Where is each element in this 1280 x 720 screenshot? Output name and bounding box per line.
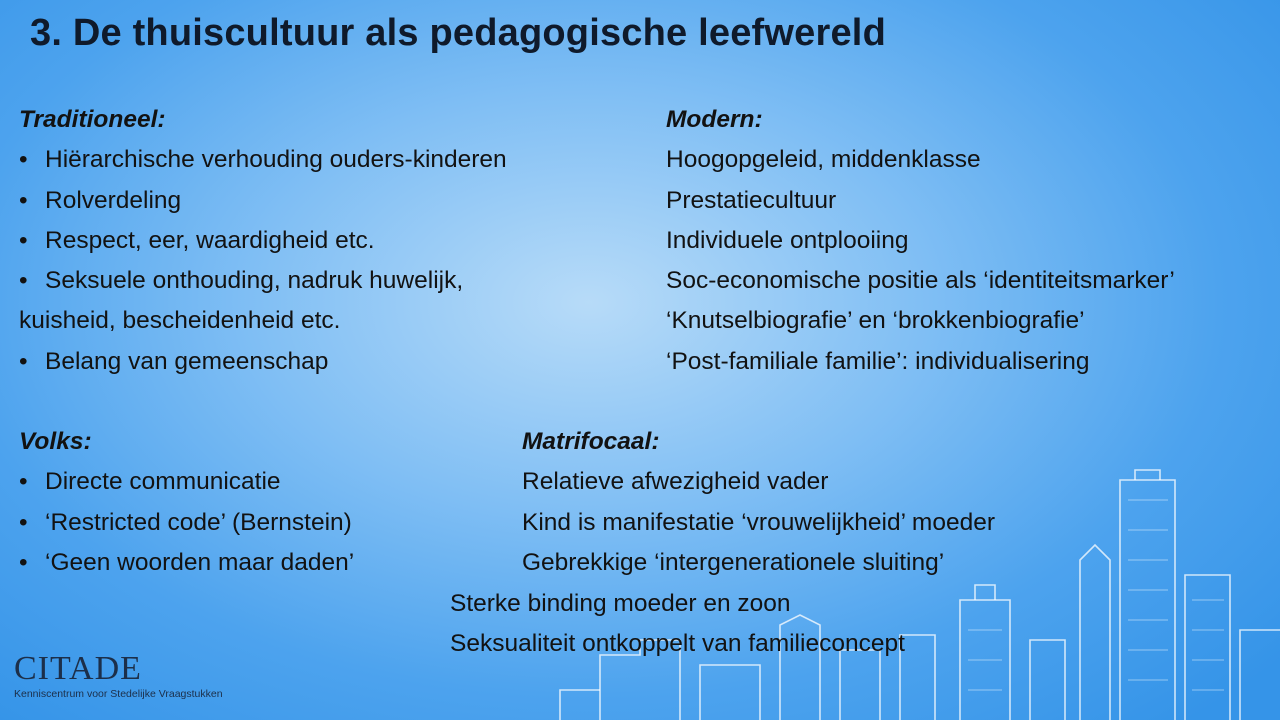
bullet-icon: • — [19, 508, 28, 536]
list-item: Kind is manifestatie ‘vrouwelijkheid’ moeder — [522, 508, 995, 536]
traditioneel-section — [19, 100, 507, 382]
list-item-text: Respect, eer, waardigheid etc. — [45, 226, 375, 254]
matrifocaal-heading: Matrifocaal: — [522, 428, 660, 455]
list-item — [19, 140, 507, 180]
list-item-text: Directe communicatie — [45, 468, 281, 496]
list-item-continuation: kuisheid, bescheidenheid etc. — [19, 307, 341, 335]
bullet-icon: • — [19, 226, 28, 254]
bullet-icon: • — [19, 267, 28, 295]
list-item: Individuele ontplooiing — [666, 226, 909, 254]
citade-logo — [14, 652, 223, 700]
list-item — [19, 462, 354, 502]
list-item — [19, 261, 507, 301]
list-item: Relatieve afwezigheid vader — [522, 468, 829, 496]
list-item-text: Hiërarchische verhouding ouders-kinderen — [45, 146, 507, 174]
list-item: Gebrekkige ‘intergenerationele sluiting’ — [522, 548, 945, 576]
bullet-icon: • — [19, 468, 28, 496]
matrifocaal-extra-section — [450, 584, 905, 665]
modern-section — [666, 100, 1175, 382]
list-item-text: Seksuele onthouding, nadruk huwelijk, — [45, 267, 464, 295]
bullet-icon: • — [19, 186, 28, 214]
list-item — [19, 221, 507, 261]
list-item-text: ‘Restricted code’ (Bernstein) — [45, 508, 352, 536]
modern-heading: Modern: — [666, 106, 763, 133]
list-item-text: Rolverdeling — [45, 186, 182, 214]
list-item — [19, 342, 507, 382]
bullet-icon: • — [19, 146, 28, 174]
list-item: Seksualiteit ontkoppelt van familieconcept — [450, 630, 905, 658]
logo-subtitle: Kenniscentrum voor Stedelijke Vraagstukken — [14, 688, 223, 700]
slide-title: 3. De thuiscultuur als pedagogische leefwereld — [30, 12, 886, 54]
bullet-icon: • — [19, 347, 28, 375]
volks-section — [19, 422, 354, 583]
list-item-text: Belang van gemeenschap — [45, 347, 329, 375]
traditioneel-heading: Traditioneel: — [19, 106, 166, 133]
list-item: Hoogopgeleid, middenklasse — [666, 146, 981, 174]
logo-name: CITADE — [14, 650, 142, 687]
list-item — [19, 181, 507, 221]
list-item — [19, 543, 354, 583]
list-item: ‘Post-familiale familie’: individualisering — [666, 347, 1090, 375]
bullet-icon: • — [19, 548, 28, 576]
list-item: ‘Knutselbiografie’ en ‘brokkenbiografie’ — [666, 307, 1085, 335]
list-item: Sterke binding moeder en zoon — [450, 590, 791, 617]
matrifocaal-section — [522, 422, 995, 583]
list-item: Prestatiecultuur — [666, 186, 837, 214]
list-item — [19, 503, 354, 543]
list-item: Soc-economische positie als ‘identiteitsmarker’ — [666, 267, 1175, 295]
volks-heading: Volks: — [19, 428, 92, 455]
list-item-text: ‘Geen woorden maar daden’ — [45, 548, 355, 576]
